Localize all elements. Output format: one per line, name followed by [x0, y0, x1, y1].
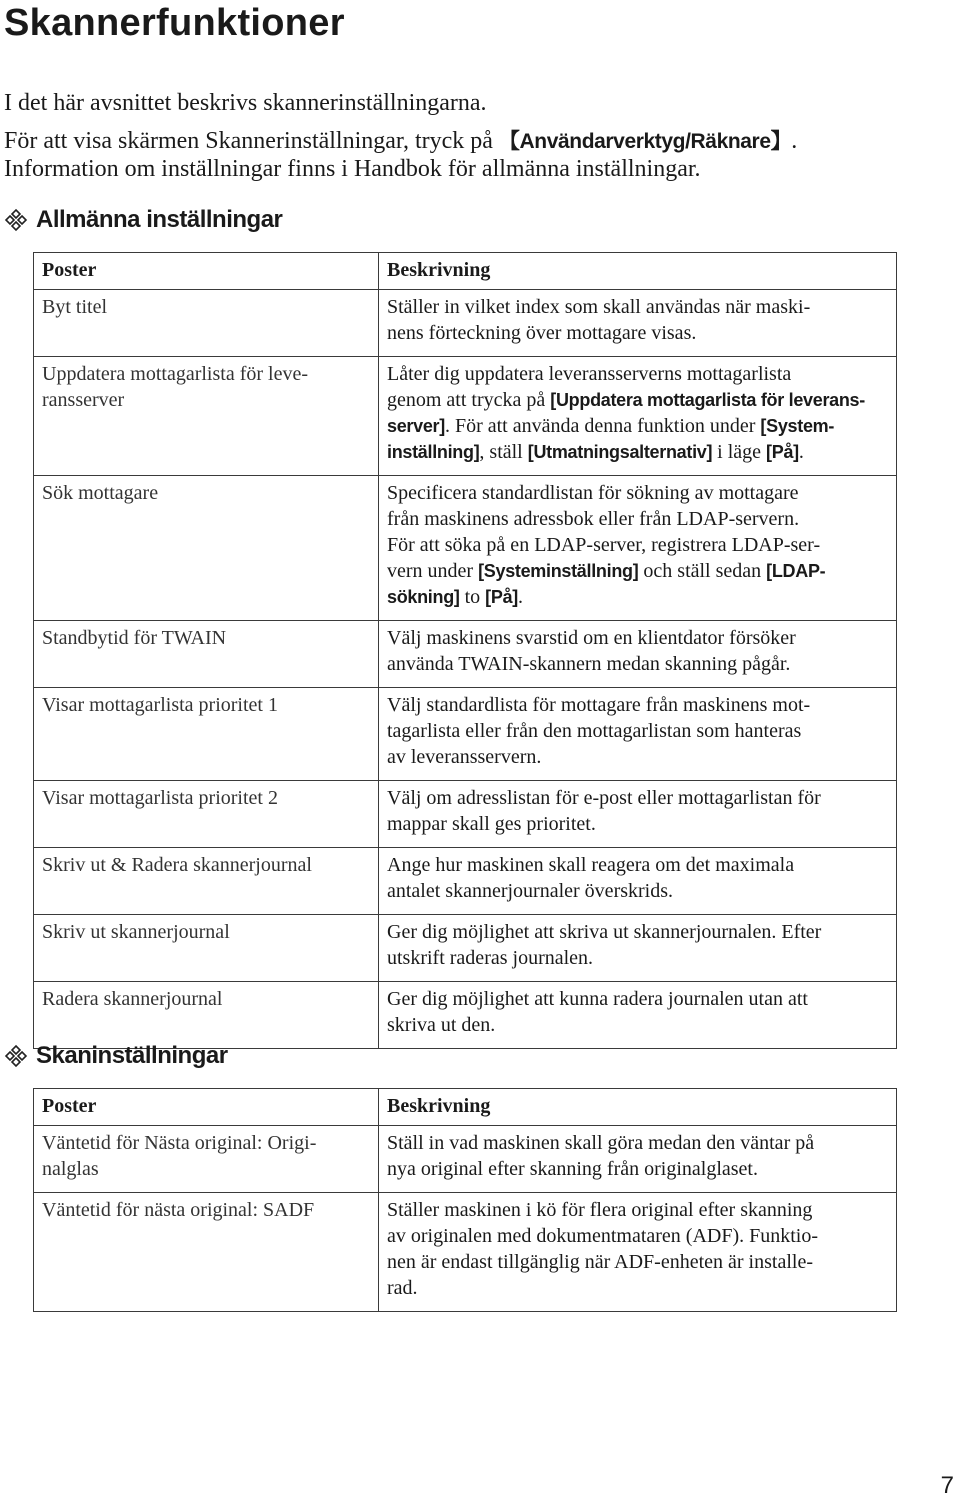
description-text: genom att trycka på: [387, 389, 551, 411]
setting-name: Väntetid för nästa original: SADF: [34, 1193, 379, 1312]
intro-line-2-text: För att visa skärmen Skannerinställningar, tryck på: [4, 128, 499, 154]
page-title: Skannerfunktioner: [4, 2, 345, 44]
column-header-item: Poster: [34, 253, 379, 290]
setting-description: [379, 290, 897, 357]
setting-name: Byt titel: [34, 290, 379, 357]
description-text: Ger dig möjlighet att kunna radera journalen utan att: [387, 988, 808, 1010]
description-text: i läge: [712, 441, 767, 463]
setting-name: Väntetid för Nästa original: Origi-nalglas: [34, 1126, 379, 1193]
description-text: . För att använda denna funktion under: [444, 415, 761, 437]
description-text: to: [459, 586, 486, 608]
table-row: [34, 1193, 897, 1312]
user-tools-key: 【Användarverktyg/Räknare】: [498, 130, 792, 153]
table-row: [34, 915, 897, 982]
description-text: Specificera standardlistan för sökning av mottagare: [387, 482, 799, 504]
description-text: Låter dig uppdatera leveransserverns mottagarlista: [387, 363, 792, 385]
setting-name: Skriv ut skannerjournal: [34, 915, 379, 982]
scan-settings-table: [33, 1088, 897, 1312]
section-heading-general-label: Allmänna inställningar: [36, 206, 283, 233]
setting-name: Visar mottagarlista prioritet 1: [34, 688, 379, 781]
description-text: använda TWAIN-skannern medan skanning pågår.: [387, 653, 791, 675]
general-settings-table: [33, 252, 897, 1049]
description-text: tagarlista eller från den mottagarlistan som hanteras: [387, 720, 802, 742]
setting-description: [379, 982, 897, 1049]
description-text: Ställer maskinen i kö för flera original efter skanning: [387, 1199, 813, 1221]
key-label: [På]: [766, 442, 799, 462]
column-header-item: Poster: [34, 1089, 379, 1126]
setting-name: Skriv ut & Radera skannerjournal: [34, 848, 379, 915]
description-text: Ställ in vad maskinen skall göra medan den väntar på: [387, 1132, 815, 1154]
description-text: skriva ut den.: [387, 1014, 496, 1036]
description-text: , ställ: [479, 441, 528, 463]
intro-line-2-end: .: [791, 128, 798, 154]
key-label: [Systeminställning]: [478, 561, 639, 581]
description-text: Välj om adresslistan för e-post eller mottagarlistan för: [387, 787, 821, 809]
description-text: rad.: [387, 1277, 418, 1299]
setting-name: Visar mottagarlista prioritet 2: [34, 781, 379, 848]
table-row: [34, 621, 897, 688]
section-heading-general: [4, 206, 282, 234]
diamond-bullet-icon: [4, 1044, 28, 1068]
table-row: [34, 1126, 897, 1193]
key-label: server]: [387, 416, 445, 436]
key-label: [System-: [760, 416, 835, 436]
key-label: [Uppdatera mottagarlista för leverans-: [550, 390, 865, 410]
setting-description: [379, 476, 897, 621]
table-row: [34, 848, 897, 915]
table-row: [34, 476, 897, 621]
description-text: nens förteckning över mottagare visas.: [387, 322, 697, 344]
key-label: inställning]: [387, 442, 480, 462]
setting-description: [379, 1193, 897, 1312]
table-row: [34, 688, 897, 781]
section-heading-scan: [4, 1042, 228, 1070]
column-header-description: Beskrivning: [379, 253, 897, 290]
setting-description: [379, 1126, 897, 1193]
setting-description: [379, 621, 897, 688]
key-label: [Utmatningsalternativ]: [527, 442, 713, 462]
column-header-description: Beskrivning: [379, 1089, 897, 1126]
description-text: utskrift raderas journalen.: [387, 947, 594, 969]
setting-name: Sök mottagare: [34, 476, 379, 621]
table-row: [34, 290, 897, 357]
setting-description: [379, 357, 897, 476]
setting-name: Uppdatera mottagarlista för leve-ransserver: [34, 357, 379, 476]
description-text: av leveransservern.: [387, 746, 542, 768]
setting-name: Standbytid för TWAIN: [34, 621, 379, 688]
description-text: av originalen med dokumentmataren (ADF). Funktio-: [387, 1225, 819, 1247]
table-header-row: [34, 253, 897, 290]
description-text: .: [517, 586, 523, 608]
setting-description: [379, 848, 897, 915]
description-text: vern under: [387, 560, 479, 582]
setting-description: [379, 688, 897, 781]
setting-description: [379, 781, 897, 848]
page-number: 7: [940, 1472, 954, 1499]
table-row: [34, 781, 897, 848]
table-header-row: [34, 1089, 897, 1126]
description-text: Välj standardlista för mottagare från maskinens mot-: [387, 694, 811, 716]
description-text: Ställer in vilket index som skall användas när maski-: [387, 296, 811, 318]
setting-description: [379, 915, 897, 982]
key-label: sökning]: [387, 587, 460, 607]
description-text: .: [798, 441, 804, 463]
table-row: [34, 357, 897, 476]
description-text: och ställ sedan: [638, 560, 767, 582]
description-text: mappar skall ges prioritet.: [387, 813, 596, 835]
key-label: [LDAP-: [766, 561, 826, 581]
description-text: Välj maskinens svarstid om en klientdator försöker: [387, 627, 796, 649]
description-text: Ger dig möjlighet att skriva ut skannerjournalen. Efter: [387, 921, 822, 943]
diamond-bullet-icon: [4, 208, 28, 232]
description-text: nen är endast tillgänglig när ADF-enheten är installe-: [387, 1251, 813, 1273]
table-row: [34, 982, 897, 1049]
section-heading-scan-label: Skaninställningar: [36, 1042, 228, 1069]
description-text: Ange hur maskinen skall reagera om det maximala: [387, 854, 795, 876]
description-text: antalet skannerjournaler överskrids.: [387, 880, 674, 902]
setting-name: Radera skannerjournal: [34, 982, 379, 1049]
description-text: För att söka på en LDAP-server, registrera LDAP-ser-: [387, 534, 821, 556]
description-text: nya original efter skanning från originalglaset.: [387, 1158, 758, 1180]
key-label: [På]: [485, 587, 518, 607]
intro-line-3: Information om inställningar finns i Handbok för allmänna inställningar.: [4, 156, 701, 182]
intro-line-1: I det här avsnittet beskrivs skannerinställningarna.: [4, 90, 487, 116]
description-text: från maskinens adressbok eller från LDAP-servern.: [387, 508, 800, 530]
